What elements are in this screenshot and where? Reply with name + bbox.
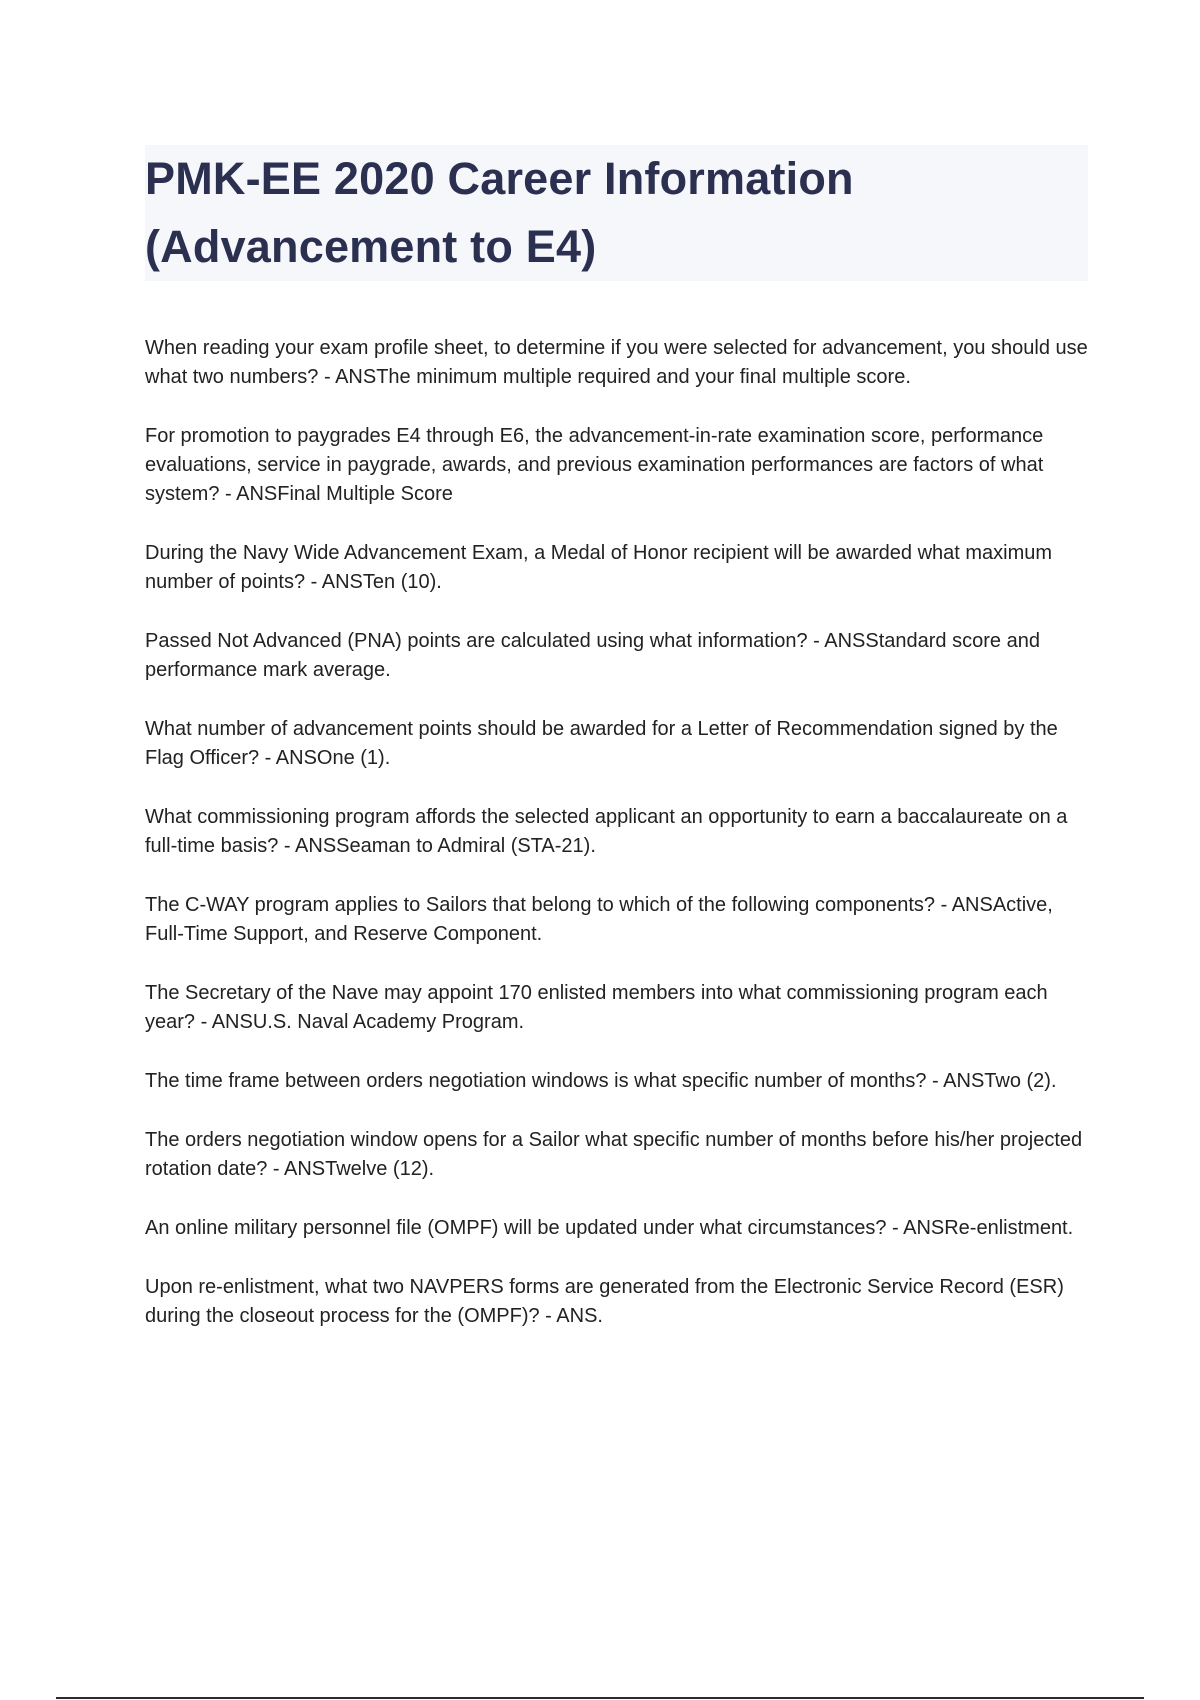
document-title: PMK-EE 2020 Career Information (Advancement to E4) bbox=[145, 153, 854, 272]
qa-item: When reading your exam profile sheet, to determine if you were selected for advancement, you should use what two numbers? - ANSThe minimum multiple required and your final multiple score. bbox=[145, 337, 1088, 388]
qa-item: What commissioning program affords the selected applicant an opportunity to earn a baccalaureate on a full-time basis? - ANSSeaman to Admiral (STA-21). bbox=[145, 806, 1068, 857]
qa-item: Upon re-enlistment, what two NAVPERS forms are generated from the Electronic Service Record (ESR) during the closeout process for the (OMPF)? - ANS. bbox=[145, 1276, 1064, 1327]
qa-item: An online military personnel file (OMPF) will be updated under what circumstances? - ANSRe-enlistment. bbox=[145, 1217, 1074, 1239]
qa-item: The orders negotiation window opens for a Sailor what specific number of months before his/her projected rotation date? - ANSTwelve (12). bbox=[145, 1129, 1083, 1180]
qa-item: The Secretary of the Nave may appoint 170 enlisted members into what commissioning program each year? - ANSU.S. Naval Academy Program. bbox=[145, 982, 1048, 1033]
qa-item: The C-WAY program applies to Sailors that belong to which of the following components? - ANSActive, Full-Time Support, and Reserve Component. bbox=[145, 894, 1053, 945]
qa-item: Passed Not Advanced (PNA) points are calculated using what information? - ANSStandard score and performance mark average. bbox=[145, 630, 1040, 681]
qa-item: During the Navy Wide Advancement Exam, a Medal of Honor recipient will be awarded what maximum number of points? - ANSTen (10). bbox=[145, 542, 1053, 593]
title-banner bbox=[145, 145, 1088, 281]
qa-item: The time frame between orders negotiation windows is what specific number of months? - ANSTwo (2). bbox=[145, 1070, 1057, 1092]
qa-list bbox=[145, 334, 1093, 1361]
footer-divider bbox=[56, 1697, 1144, 1699]
qa-item: For promotion to paygrades E4 through E6, the advancement-in-rate examination score, performance evaluations, service in paygrade, awards, and previous examination performances are factors of what system? - ANSFinal Multiple Score bbox=[145, 425, 1044, 505]
qa-item: What number of advancement points should be awarded for a Letter of Recommendation signed by the Flag Officer? - ANSOne (1). bbox=[145, 718, 1058, 769]
